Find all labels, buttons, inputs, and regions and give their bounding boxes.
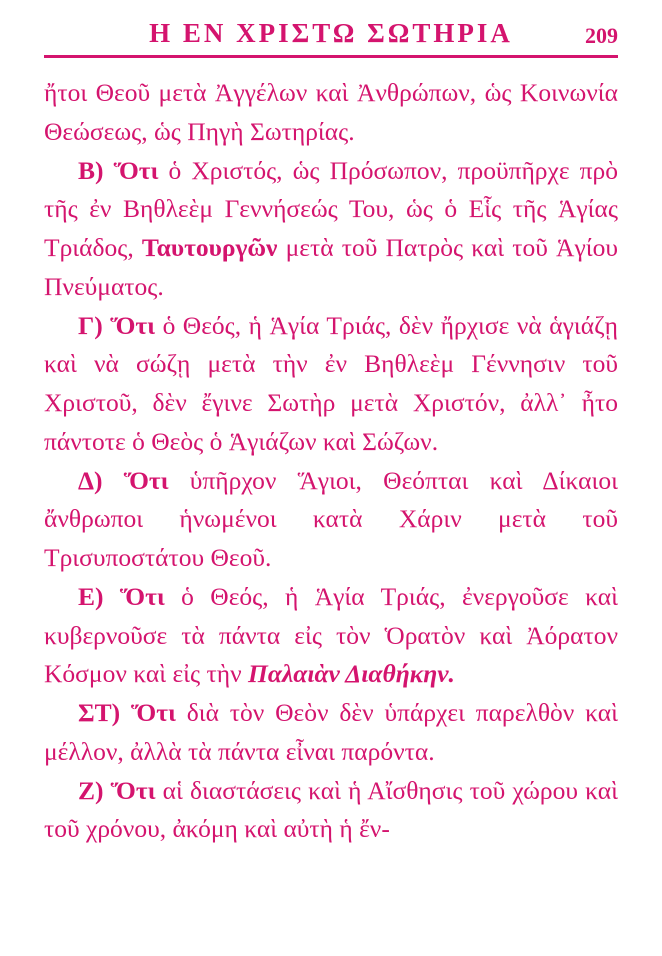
body-text [44,74,618,849]
paragraph [44,462,618,578]
emphasis-run: Β) Ὅτι [78,155,169,185]
text-run: μετὰ τοῦ Πατρὸς καὶ τοῦ Ἁγίου Πνεύματος. [44,233,618,301]
text-run: διὰ τὸν Θεὸν δὲν ὑπάρχει παρελθὸν καὶ μέλλον, ἀλλὰ τὰ πάντα εἶναι παρόντα. [44,698,618,766]
text-run: ὁ Χριστός, ὡς Πρόσωπον, προϋπῆρχε πρὸ τῆς ἐν Βηθλεὲμ Γεννήσεώς Του, ὡς ὁ Εἷς τῆς Ἁγίας Τριάδος, [44,155,618,262]
emphasis-run: ΣΤ) Ὅτι [78,698,187,727]
emphasis-run: Γ) Ὅτι [78,310,163,340]
paragraph [44,152,618,307]
paragraph [44,578,618,694]
running-head-title: Η ΕΝ ΧΡΙΣΤΩ ΣΩΤΗΡΙΑ [149,18,513,48]
emphasis-run: Ε) Ὅτι [78,581,182,611]
paragraph [44,74,618,152]
text-run: αἱ διαστάσεις καὶ ἡ Αἴσθησις τοῦ χώρου καὶ τοῦ χρόνου, ἀκόμη καὶ αὐτὴ ἡ ἔν- [44,775,618,844]
paragraph [44,772,618,850]
emphasis-run: Ταυτουργῶν [141,233,286,262]
text-run: ἤτοι Θεοῦ μετὰ Ἀγγέλων καὶ Ἀνθρώπων, ὡς Κοινωνία Θεώσεως, ὡς Πηγὴ Σωτηρίας. [44,78,618,146]
header-rule [44,55,618,58]
emphasis-run: Ζ) Ὅτι [78,775,163,805]
emphasis-run: Δ) Ὅτι [78,465,190,495]
page-number: 209 [585,23,618,48]
page-header [44,18,618,55]
emphasis-run: Παλαιὰν Διαθήκην. [248,659,455,689]
text-run: ὁ Θεός, ἡ Ἁγία Τριάς, δὲν ἤρχισε νὰ ἁγιάζῃ καὶ νὰ σώζῃ μετὰ τὴν ἐν Βηθλεὲμ Γέννησιν τοῦ Χριστοῦ, δὲν ἔγινε Σωτὴρ μετὰ Χριστόν, ἀλλ᾿ ἦτο πάντοτε ὁ Θεὸς ὁ Ἁγιάζων καὶ Σώζων. [44,310,618,456]
paragraph [44,694,618,772]
text-run: ὁ Θεός, ἡ Ἁγία Τριάς, ἐνεργοῦσε καὶ κυβερνοῦσε τὰ πάντα εἰς τὸν Ὁρατὸν καὶ Ἀόρατον Κόσμον καὶ εἰς τὴν [44,581,618,689]
paragraph [44,307,618,462]
document-page [0,18,662,956]
text-run: ὑπῆρχον Ἅγιοι, Θεόπται καὶ Δίκαιοι ἄνθρωποι ἡνωμένοι κατὰ Χάριν μετὰ τοῦ Τρισυποστάτου Θεοῦ. [44,465,618,572]
